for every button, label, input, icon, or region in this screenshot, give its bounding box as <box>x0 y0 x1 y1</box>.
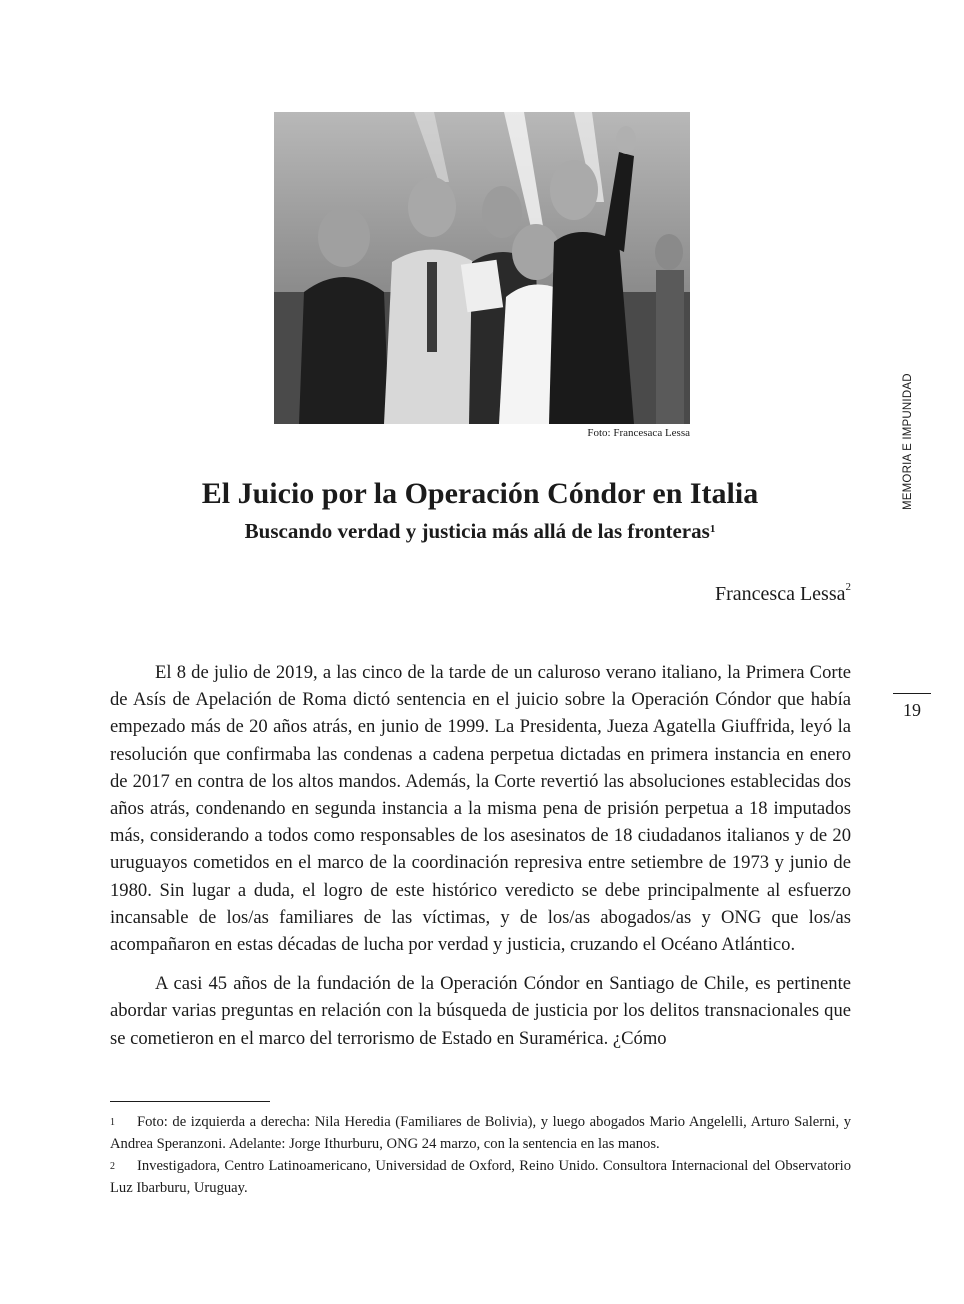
footnote-number: 2 <box>110 1161 115 1172</box>
footnote-1 <box>110 1111 851 1155</box>
page-number: 19 <box>903 700 921 720</box>
footnote-separator <box>110 1101 270 1102</box>
body-paragraph: A casi 45 años de la fundación de la Operación Cóndor en Santiago de Chile, es pertinente abordar varias preguntas en relación con la búsqueda de justicia por los delitos transnacionales que se cometieron en el marco del terrorismo de Estado en Suramérica. ¿Cómo <box>110 973 851 1049</box>
footnotes <box>110 1111 851 1199</box>
body-paragraph: El 8 de julio de 2019, a las cinco de la tarde de un caluroso verano italiano, la Primera Corte de Asís de Apelación de Roma dictó sentencia en el juicio sobre la Operación Cóndor que había empezado más de 20 años atrás, en junio de 1999. La Presidenta, Jueza Agatella Giuffrida, leyó la resolución que confirmaba las condenas a cadena perpetua dictadas en primera instancia en enero de 2017 en contra de los altos mandos. Además, la Corte revertió las absoluciones establecidas dos años atrás, condenando en segunda instancia a la misma pena de prisión perpetua a 18 imputados más, considerando a todos como responsables de los asesinatos de 18 ciudadanos italianos y de 20 uruguayos cometidos en el marco de la coordinación represiva entre setiembre de 1973 y junio de 1980. Sin lugar a duda, el logro de este histórico veredicto se debe principalmente al esfuerzo incansable de los/as familiares de las víctimas, y de los/as abogados/as y ONG que los/as acompañaron en estas décadas de lucha por verdad y justicia, cruzando el Océano Atlántico. <box>110 662 851 956</box>
footnote-2 <box>110 1155 851 1199</box>
photo-caption: Foto: Francesaca Lessa <box>587 427 690 439</box>
photo-illustration <box>274 112 690 424</box>
page-number-rule <box>893 693 931 694</box>
section-label: MEMORIA E IMPUNIDAD <box>902 373 914 510</box>
footnote-ref-2[interactable]: 2 <box>845 581 851 593</box>
subtitle-text: Buscando verdad y justicia más allá de las fronteras <box>244 519 710 543</box>
author-name: Francesca Lessa <box>715 583 846 605</box>
article-subtitle <box>110 518 850 544</box>
article-author <box>715 583 851 606</box>
article-title: El Juicio por la Operación Cóndor en Italia <box>201 477 759 510</box>
footnote-text: Investigadora, Centro Latinoamericano, Universidad de Oxford, Reino Unido. Consultora Internacional del Observatorio Luz Ibarburu, Uruguay. <box>110 1158 851 1196</box>
article-body <box>110 659 851 1064</box>
footnote-ref-1[interactable]: 1 <box>709 523 716 535</box>
footnote-number: 1 <box>110 1117 115 1128</box>
footnote-text: Foto: de izquierda a derecha: Nila Heredia (Familiares de Bolivia), y luego abogados Mario Angelelli, Arturo Salerni, y Andrea Speranzoni. Adelante: Jorge Ithurburu, ONG 24 marzo, con la sentencia en las manos. <box>110 1114 851 1152</box>
article-photo <box>274 112 690 424</box>
